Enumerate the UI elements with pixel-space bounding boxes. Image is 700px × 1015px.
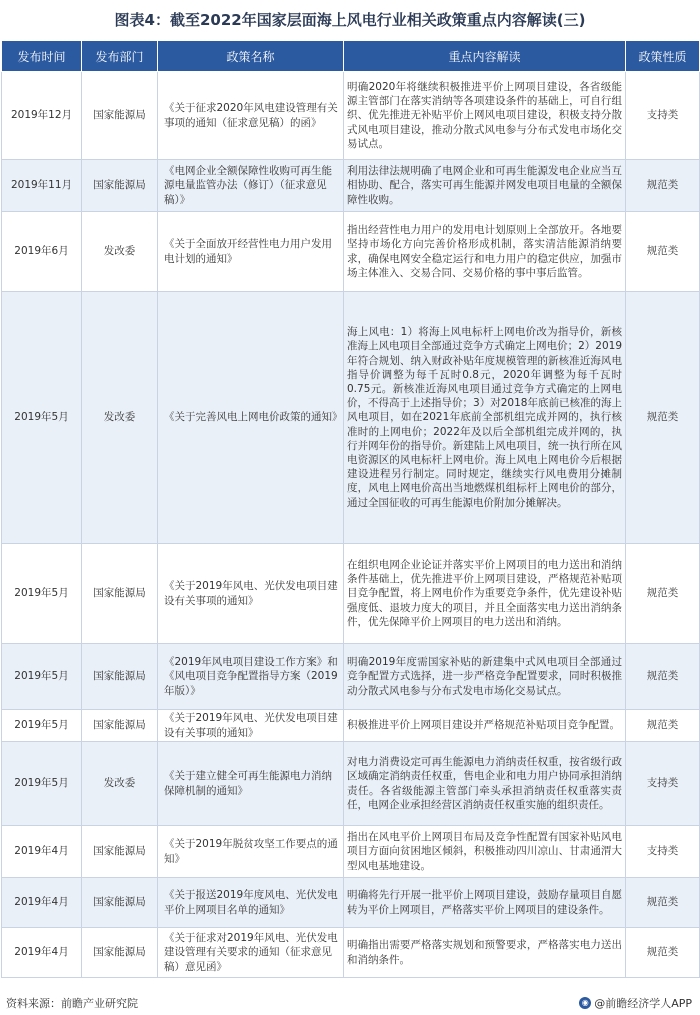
cell-date: 2019年4月 bbox=[2, 826, 82, 878]
cell-date: 2019年5月 bbox=[2, 710, 82, 742]
table-header-row bbox=[2, 41, 700, 72]
table-row bbox=[2, 710, 700, 742]
cell-key-content: 对电力消费设定可再生能源电力消纳责任权重，按省级行政区域确定消纳责任权重，售电企业和电力用户协同承担消纳责任。各省级能源主管部门牵头承担消纳责任权重落实责任，电网企业承担经营区消纳责任权重实施的组织责任。 bbox=[344, 742, 626, 826]
policy-table bbox=[1, 40, 700, 978]
cell-dept: 国家能源局 bbox=[82, 826, 158, 878]
cell-dept: 国家能源局 bbox=[82, 878, 158, 928]
table-row bbox=[2, 544, 700, 644]
cell-key-content: 海上风电：1）将海上风电标杆上网电价改为指导价，新核准海上风电项目全部通过竞争方式确定上网电价；2）2019年符合规划、纳入财政补贴年度规模管理的新核准近海风电指导价调整为每千瓦时0.8元，2020年调整为每千瓦时0.75元。新核准近海风电项目通过竞争方式确定的上网电价，不得高于上述指导价；3）对2018年底前已核准的海上风电项目，如在2021年底前全部机组完成并网的，执行核准时的上网电价；2022年及以后全部机组完成并网的，执行并网年份的指导价。新建陆上风电项目，统一执行所在风电资源区的风电标杆上网电价。海上风电上网电价今后根据建设进程另行制定。同时规定，继续实行风电费用分摊制度，风电上网电价高出当地燃煤机组标杆上网电价的部分，通过全国征收的可再生能源电价附加分摊解决。 bbox=[344, 292, 626, 544]
cell-dept: 国家能源局 bbox=[82, 710, 158, 742]
header-policy-name: 政策名称 bbox=[158, 41, 344, 72]
cell-nature: 规范类 bbox=[626, 212, 700, 292]
table-row bbox=[2, 160, 700, 212]
table-row bbox=[2, 212, 700, 292]
cell-date: 2019年12月 bbox=[2, 72, 82, 160]
page-title: 图表4：截至2022年国家层面海上风电行业相关政策重点内容解读(三) bbox=[114, 10, 586, 29]
cell-dept: 国家能源局 bbox=[82, 928, 158, 978]
cell-key-content: 明确将先行开展一批平价上网项目建设，鼓励存量项目自愿转为平价上网项目，严格落实平价上网项目的建设条件。 bbox=[344, 878, 626, 928]
cell-policy-name: 《关于全面放开经营性电力用户发用电计划的通知》 bbox=[158, 212, 344, 292]
cell-date: 2019年4月 bbox=[2, 928, 82, 978]
cell-nature: 规范类 bbox=[626, 710, 700, 742]
cell-dept: 国家能源局 bbox=[82, 160, 158, 212]
qianzhan-logo-icon: ◉ bbox=[579, 997, 591, 1009]
cell-policy-name: 《关于完善风电上网电价政策的通知》 bbox=[158, 292, 344, 544]
cell-key-content: 明确2019年度需国家补贴的新建集中式风电项目全部通过竞争配置方式选择，进一步严格竞争配置要求，同时积极推动分散式风电参与分布式发电市场化交易试点。 bbox=[344, 644, 626, 710]
table-row bbox=[2, 826, 700, 878]
cell-nature: 规范类 bbox=[626, 878, 700, 928]
cell-key-content: 明确2020年将继续积极推进平价上网项目建设，各省级能源主管部门在落实消纳等各项建设条件的基础上，可自行组织、优先推进无补贴平价上网风电项目建设，积极支持分散式风电项目建设，推动分散式风电参与分布式发电市场化交易试点。 bbox=[344, 72, 626, 160]
cell-policy-name: 《关于建立健全可再生能源电力消纳保障机制的通知》 bbox=[158, 742, 344, 826]
header-dept: 发布部门 bbox=[82, 41, 158, 72]
cell-key-content: 明确指出需要严格落实规划和预警要求，严格落实电力送出和消纳条件。 bbox=[344, 928, 626, 978]
brand-credit bbox=[579, 995, 692, 1011]
cell-key-content: 积极推进平价上网项目建设并严格规范补贴项目竞争配置。 bbox=[344, 710, 626, 742]
source-note: 资料来源：前瞻产业研究院 bbox=[6, 997, 138, 1010]
cell-dept: 国家能源局 bbox=[82, 644, 158, 710]
cell-policy-name: 《电网企业全额保障性收购可再生能源电量监管办法（修订）（征求意见稿）》 bbox=[158, 160, 344, 212]
header-date: 发布时间 bbox=[2, 41, 82, 72]
cell-nature: 规范类 bbox=[626, 160, 700, 212]
cell-policy-name: 《关于征求对2019年风电、光伏发电建设管理有关要求的通知（征求意见稿）意见函》 bbox=[158, 928, 344, 978]
table-row bbox=[2, 292, 700, 544]
header-key-content: 重点内容解读 bbox=[344, 41, 626, 72]
cell-date: 2019年5月 bbox=[2, 742, 82, 826]
cell-nature: 支持类 bbox=[626, 742, 700, 826]
cell-date: 2019年11月 bbox=[2, 160, 82, 212]
table-row bbox=[2, 742, 700, 826]
table-row bbox=[2, 878, 700, 928]
cell-dept: 发改委 bbox=[82, 292, 158, 544]
footer bbox=[0, 993, 700, 1013]
cell-dept: 发改委 bbox=[82, 212, 158, 292]
cell-date: 2019年6月 bbox=[2, 212, 82, 292]
cell-nature: 支持类 bbox=[626, 72, 700, 160]
header-nature: 政策性质 bbox=[626, 41, 700, 72]
cell-nature: 规范类 bbox=[626, 544, 700, 644]
brand-label: @前瞻经济学人APP bbox=[594, 997, 692, 1010]
cell-policy-name: 《关于征求2020年风电建设管理有关事项的通知（征求意见稿）的函》 bbox=[158, 72, 344, 160]
cell-date: 2019年5月 bbox=[2, 292, 82, 544]
cell-nature: 规范类 bbox=[626, 292, 700, 544]
cell-key-content: 指出在风电平价上网项目布局及竞争性配置有国家补贴风电项目方面向贫困地区倾斜，积极推动四川凉山、甘肃通渭大型风电基地建设。 bbox=[344, 826, 626, 878]
cell-key-content: 指出经营性电力用户的发用电计划原则上全部放开。各地要坚持市场化方向完善价格形成机制，落实清洁能源消纳要求，确保电网安全稳定运行和电力用户的稳定供应，加强市场主体准入、交易合同、交易价格的事中事后监管。 bbox=[344, 212, 626, 292]
cell-nature: 支持类 bbox=[626, 826, 700, 878]
cell-key-content: 利用法律法规明确了电网企业和可再生能源发电企业应当互相协助、配合，落实可再生能源并网发电项目电量的全额保障性收购。 bbox=[344, 160, 626, 212]
table-row bbox=[2, 72, 700, 160]
cell-dept: 国家能源局 bbox=[82, 72, 158, 160]
cell-key-content: 在组织电网企业论证并落实平价上网项目的电力送出和消纳条件基础上，优先推进平价上网项目建设，严格规范补贴项目竞争配置，将上网电价作为重要竞争条件，优先建设补贴强度低、退坡力度大的项目，并且全面落实电力送出消纳条件，优先保障平价上网项目的电力送出和消纳。 bbox=[344, 544, 626, 644]
cell-date: 2019年4月 bbox=[2, 878, 82, 928]
cell-date: 2019年5月 bbox=[2, 644, 82, 710]
cell-policy-name: 《2019年风电项目建设工作方案》和《风电项目竞争配置指导方案（2019年版）》 bbox=[158, 644, 344, 710]
table-row bbox=[2, 644, 700, 710]
cell-policy-name: 《关于2019年风电、光伏发电项目建设有关事项的通知》 bbox=[158, 544, 344, 644]
cell-policy-name: 《关于2019年风电、光伏发电项目建设有关事项的通知》 bbox=[158, 710, 344, 742]
cell-date: 2019年5月 bbox=[2, 544, 82, 644]
cell-policy-name: 《关于报送2019年度风电、光伏发电平价上网项目名单的通知》 bbox=[158, 878, 344, 928]
cell-nature: 规范类 bbox=[626, 928, 700, 978]
cell-nature: 规范类 bbox=[626, 644, 700, 710]
cell-dept: 国家能源局 bbox=[82, 544, 158, 644]
table-row bbox=[2, 928, 700, 978]
cell-policy-name: 《关于2019年脱贫攻坚工作要点的通知》 bbox=[158, 826, 344, 878]
cell-dept: 发改委 bbox=[82, 742, 158, 826]
